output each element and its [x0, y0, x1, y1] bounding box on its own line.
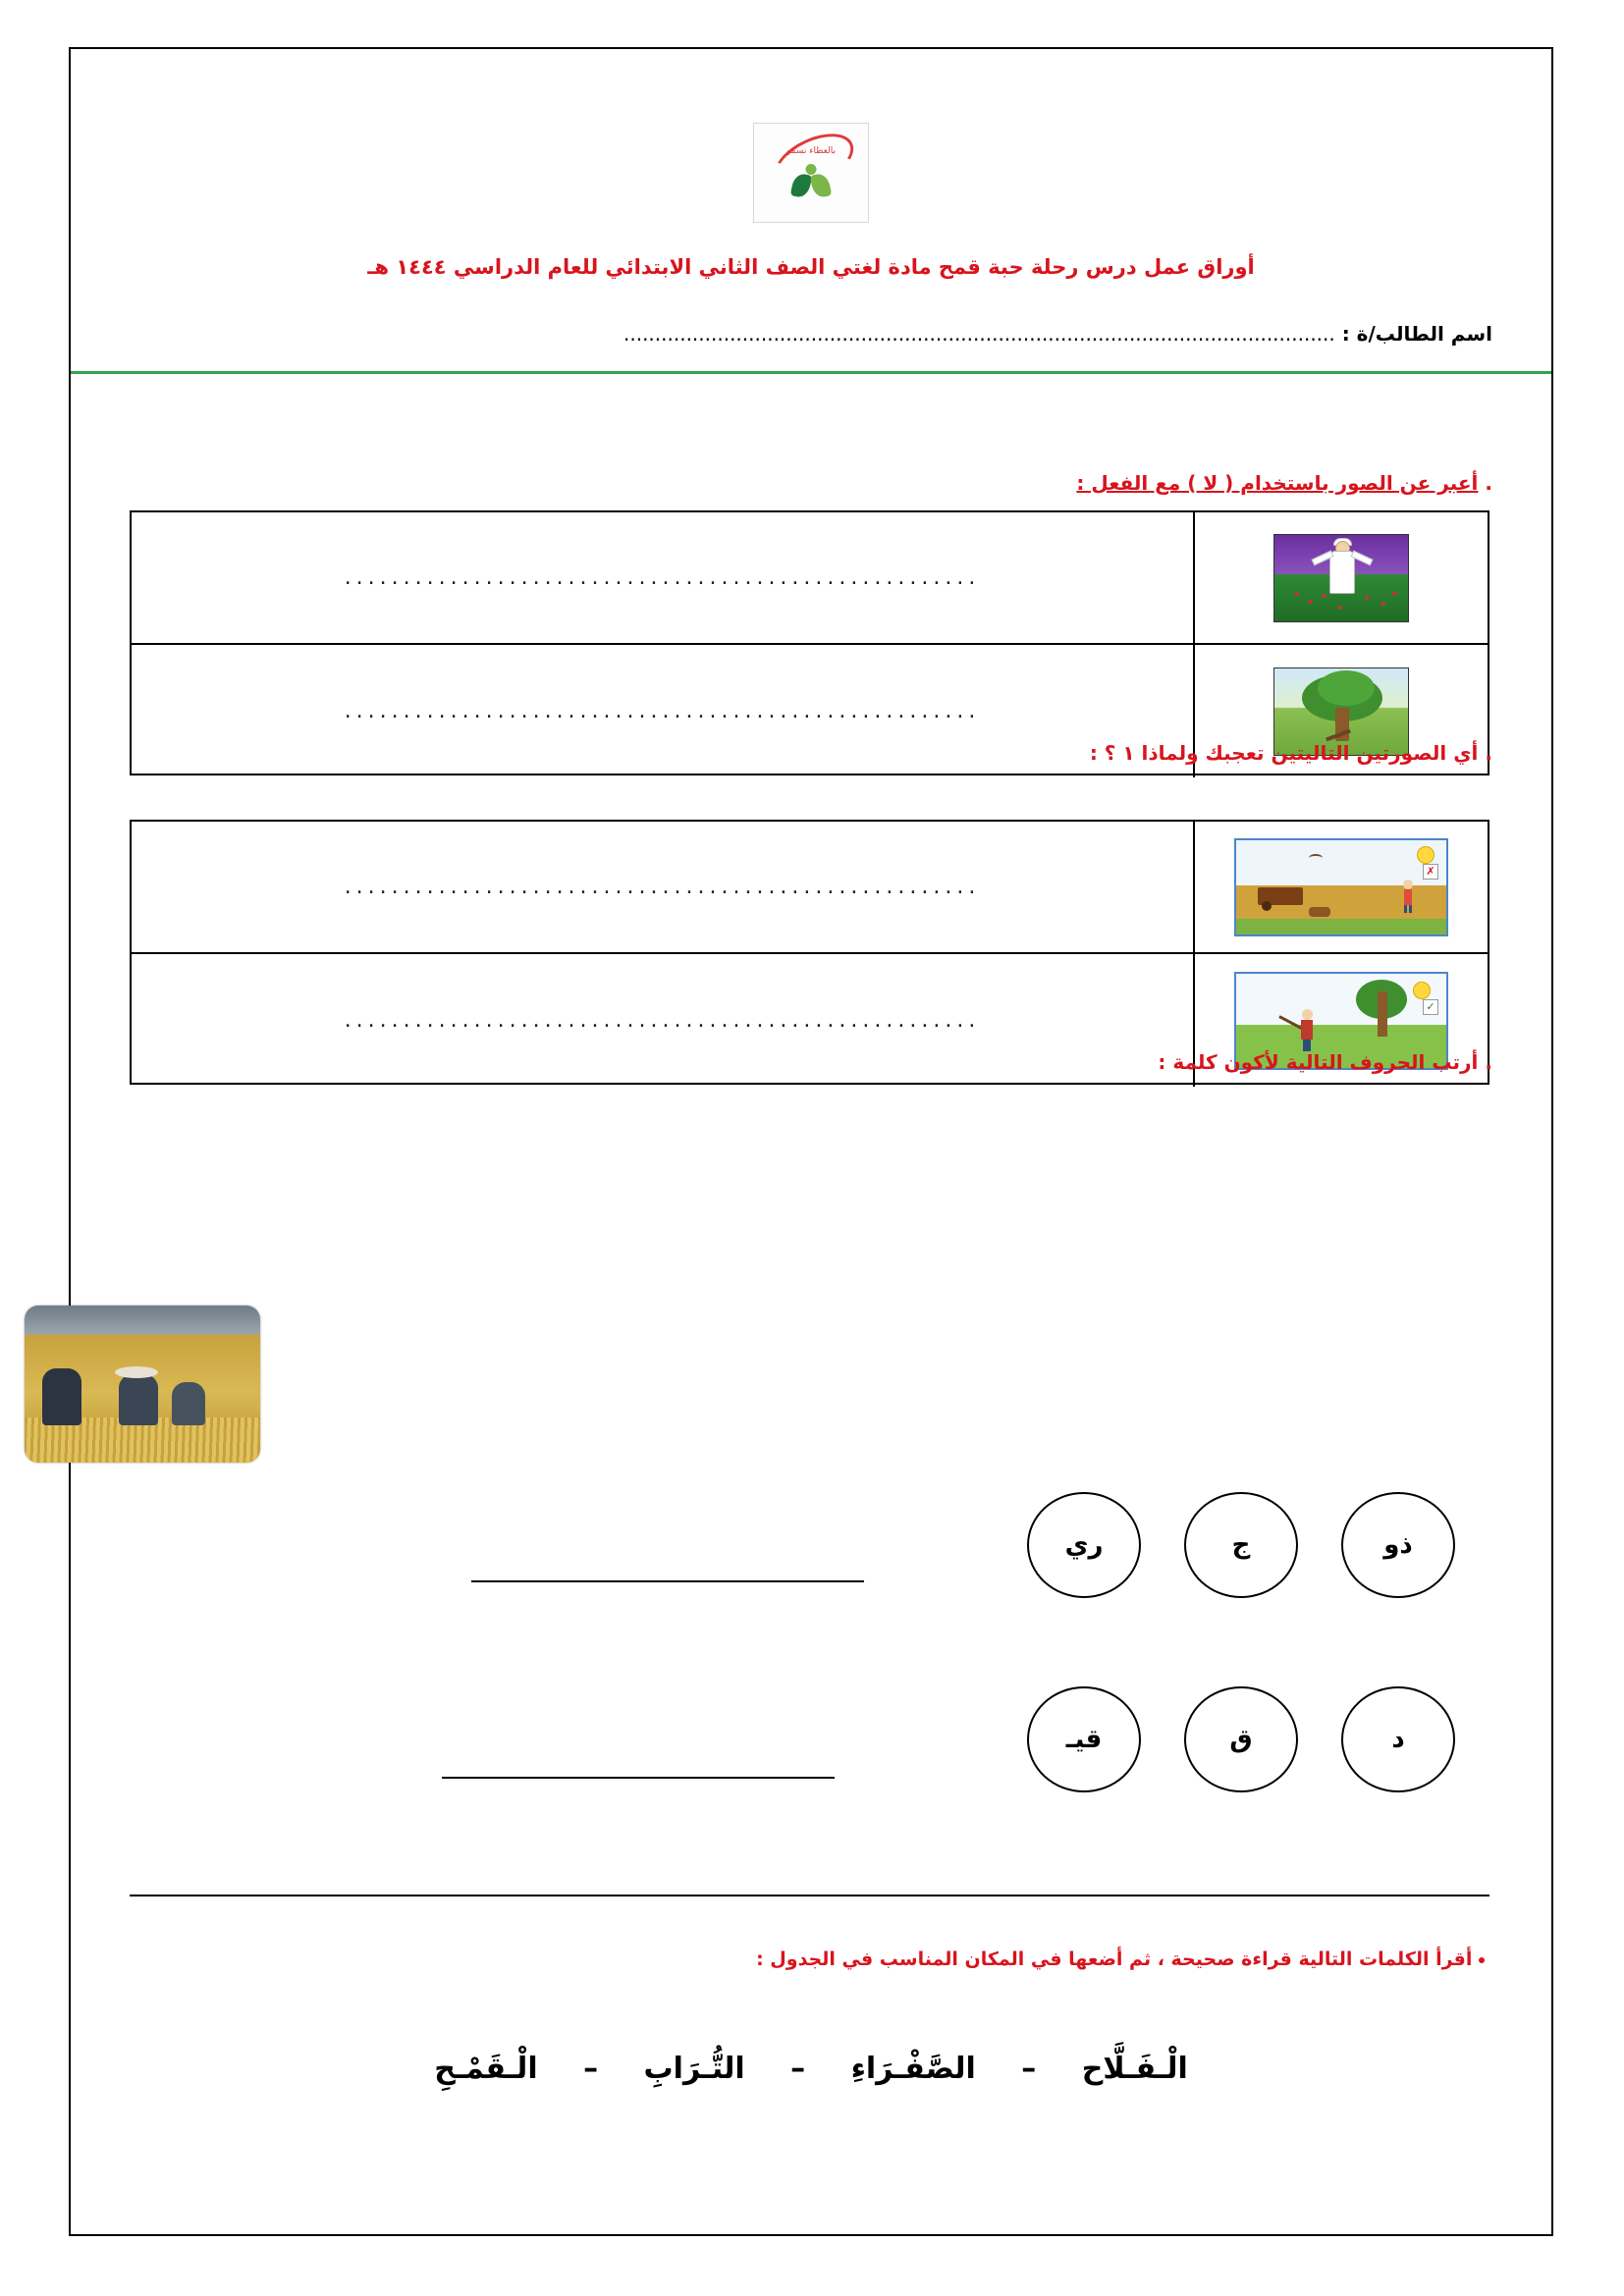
question-2-text: أي الصورتين التاليتين تعجبك ولماذا ١ ؟ : — [1089, 741, 1479, 765]
bullet-icon — [1479, 1957, 1485, 1963]
school-logo — [753, 123, 869, 223]
cell-answer[interactable] — [132, 645, 1193, 777]
question-3-text: أرتب الحروف التالية لأكون كلمة : — [1158, 1050, 1479, 1074]
question-2-label — [1090, 741, 1492, 765]
question-4-text: أقرأ الكلمات التالية قراءة صحيحة ، ثم أضعها في المكان المناسب في الجدول : — [756, 1949, 1473, 1970]
question-3-number: . — [1485, 1050, 1492, 1074]
cell-image — [1193, 822, 1488, 952]
logo-text: بالعطاء نسمو — [786, 146, 836, 156]
answer-line[interactable] — [471, 1580, 864, 1582]
worksheet-page — [69, 47, 1553, 2236]
letter-circle[interactable]: ذو — [1341, 1492, 1455, 1598]
question-3-label — [1158, 1050, 1492, 1074]
section-divider — [130, 1895, 1489, 1896]
question-1-label — [1076, 471, 1492, 495]
student-name-line — [130, 322, 1492, 346]
answer-blank[interactable]: ...................................................... — [344, 1008, 981, 1033]
word-separator: – — [583, 2052, 599, 2086]
word-item: الْـقَمْـحِ — [434, 2052, 538, 2086]
question-2-number: . — [1485, 741, 1492, 765]
answer-blank[interactable]: ...................................................... — [344, 565, 981, 590]
table-row — [132, 822, 1488, 954]
answer-line[interactable] — [442, 1777, 835, 1779]
letter-circle[interactable]: د — [1341, 1686, 1455, 1792]
word-item: الصَّفْـرَاءِ — [850, 2052, 976, 2086]
question-2-table — [130, 820, 1489, 1085]
question-1-number: . — [1485, 471, 1492, 495]
table-row — [132, 512, 1488, 645]
word-separator: – — [1021, 2052, 1037, 2086]
farm-scene-wrong-image — [1234, 838, 1448, 936]
letter-circle[interactable]: ق — [1184, 1686, 1298, 1792]
header-divider — [71, 371, 1551, 374]
word-item: التُّـرَابِ — [643, 2052, 745, 2086]
cell-answer[interactable] — [132, 954, 1193, 1087]
question-4-label — [756, 1949, 1492, 1970]
question-4-words — [71, 2052, 1551, 2086]
answer-blank[interactable]: ...................................................... — [344, 699, 981, 723]
letter-circle[interactable]: ج — [1184, 1492, 1298, 1598]
logo-growth-icon — [791, 164, 831, 205]
question-1-table — [130, 510, 1489, 775]
cell-answer[interactable] — [132, 822, 1193, 952]
student-name-blank[interactable]: .................................................................................................................. — [623, 322, 1335, 346]
check-mark-icon: ✓ — [1423, 999, 1438, 1015]
cell-image — [1193, 512, 1488, 643]
student-name-label: اسم الطالب/ة : — [1341, 322, 1492, 346]
question-1-text: أعبر عن الصور باستخدام ( لا ) مع الفعل : — [1076, 471, 1479, 495]
cell-answer[interactable] — [132, 512, 1193, 643]
letter-circle[interactable]: ري — [1027, 1492, 1141, 1598]
wheat-harvest-photo — [25, 1306, 260, 1463]
cross-mark-icon: ✗ — [1423, 864, 1438, 880]
page-title: أوراق عمل درس رحلة حبة قمح مادة لغتي الصف الثاني الابتدائي للعام الدراسي ١٤٤٤ هـ — [367, 255, 1255, 279]
farmer-sowing-seeds-image — [1273, 534, 1409, 622]
letter-circle[interactable]: قيـ — [1027, 1686, 1141, 1792]
answer-blank[interactable]: ...................................................... — [344, 875, 981, 899]
word-item: الْـفَـلَّاح — [1081, 2052, 1188, 2086]
word-separator: – — [790, 2052, 806, 2086]
